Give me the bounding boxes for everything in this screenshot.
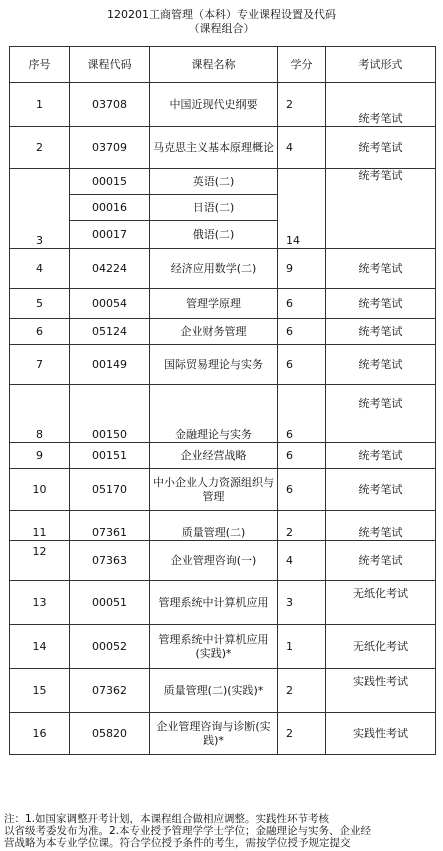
row-no: 7 — [10, 345, 70, 385]
row-code: 00149 — [70, 345, 150, 385]
row-no: 15 — [10, 669, 70, 713]
row-code: 04224 — [70, 249, 150, 289]
row-code: 05170 — [70, 469, 150, 511]
row-code: 00151 — [70, 443, 150, 469]
row-exam: 实践性考试 — [326, 669, 436, 713]
row-no: 2 — [10, 127, 70, 169]
row-exam: 统考笔试 — [326, 541, 436, 581]
row-name: 英语(二) — [150, 169, 278, 195]
title-line: 120201工商管理（本科）专业课程设置及代码 — [107, 8, 336, 21]
table-row — [10, 669, 436, 713]
row-exam: 统考笔试 — [326, 289, 436, 319]
row-code: 00052 — [70, 625, 150, 669]
row-no: 6 — [10, 319, 70, 345]
row-code: 00054 — [70, 289, 150, 319]
footnote-line: 注：1.如国家调整开考计划，本课程组合做相应调整。实践性环节考核 — [4, 813, 330, 825]
row-credit: 6 — [278, 319, 326, 345]
row-name: 质量管理(二) — [150, 511, 278, 541]
row-exam: 统考笔试 — [326, 443, 436, 469]
row-exam: 无纸化考试 — [326, 581, 436, 625]
row-exam: 实践性考试 — [326, 713, 436, 755]
row-name: 企业管理咨询与诊断(实践)* — [150, 713, 278, 755]
footnote-line: 营战略为本专业学位课。符合学位授予条件的考生，需按学位授予规定提交 — [4, 837, 351, 849]
footnote-line: 以省级考委发布为准。2.本专业授予管理学学士学位；金融理论与实务、企业经 — [4, 825, 372, 837]
row-exam: 统考笔试 — [326, 345, 436, 385]
row-name: 日语(二) — [150, 195, 278, 221]
table-row — [10, 541, 436, 581]
table-row — [10, 443, 436, 469]
row-name: 中小企业人力资源组织与管理 — [150, 469, 278, 511]
row-no: 5 — [10, 289, 70, 319]
row-name: 俄语(二) — [150, 221, 278, 249]
header-name: 课程名称 — [150, 47, 278, 83]
row-exam: 统考笔试 — [326, 249, 436, 289]
table-header-row — [10, 47, 436, 83]
table-row — [10, 319, 436, 345]
row-credit: 6 — [278, 443, 326, 469]
row-code: 05124 — [70, 319, 150, 345]
row-credit: 2 — [278, 83, 326, 127]
course-table — [9, 46, 436, 755]
table-row — [10, 385, 436, 443]
row-name: 质量管理(二)(实践)* — [150, 669, 278, 713]
row-code: 07362 — [70, 669, 150, 713]
table-row — [10, 83, 436, 127]
row-name: 国际贸易理论与实务 — [150, 345, 278, 385]
row-no: 4 — [10, 249, 70, 289]
row-name: 马克思主义基本原理概论 — [150, 127, 278, 169]
row-exam: 统考笔试 — [326, 83, 436, 127]
row-credit: 2 — [278, 669, 326, 713]
table-row — [10, 625, 436, 669]
row-credit: 3 — [278, 581, 326, 625]
row-name: 管理学原理 — [150, 289, 278, 319]
row-credit: 14 — [278, 169, 326, 249]
row-code: 03708 — [70, 83, 150, 127]
row-no: 8 — [10, 385, 70, 443]
header-no: 序号 — [10, 47, 70, 83]
row-credit: 4 — [278, 541, 326, 581]
row-exam: 统考笔试 — [326, 169, 436, 249]
row-exam: 统考笔试 — [326, 511, 436, 541]
page-title — [0, 8, 443, 36]
row-no: 16 — [10, 713, 70, 755]
row-name: 金融理论与实务 — [150, 385, 278, 443]
row-name: 经济应用数学(二) — [150, 249, 278, 289]
table-row — [10, 581, 436, 625]
subtitle-line: （课程组合） — [188, 22, 255, 35]
row-name: 企业经营战略 — [150, 443, 278, 469]
row-credit: 1 — [278, 625, 326, 669]
row-credit: 2 — [278, 713, 326, 755]
row-name: 管理系统中计算机应用(实践)* — [150, 625, 278, 669]
row-code: 03709 — [70, 127, 150, 169]
row-credit: 6 — [278, 469, 326, 511]
row-code: 07363 — [70, 541, 150, 581]
row-name: 企业财务管理 — [150, 319, 278, 345]
table-row — [10, 169, 436, 195]
row-exam: 统考笔试 — [326, 385, 436, 443]
row-no: 1 — [10, 83, 70, 127]
table-row — [10, 345, 436, 385]
row-no: 3 — [10, 169, 70, 249]
table-row — [10, 713, 436, 755]
row-name: 企业管理咨询(一) — [150, 541, 278, 581]
header-credit: 学分 — [278, 47, 326, 83]
row-no: 9 — [10, 443, 70, 469]
row-exam: 统考笔试 — [326, 469, 436, 511]
row-name: 管理系统中计算机应用 — [150, 581, 278, 625]
row-name: 中国近现代史纲要 — [150, 83, 278, 127]
table-row — [10, 511, 436, 541]
row-no: 14 — [10, 625, 70, 669]
footnote — [4, 813, 440, 849]
row-code: 07361 — [70, 511, 150, 541]
row-code: 00016 — [70, 195, 150, 221]
row-code: 00015 — [70, 169, 150, 195]
table-row — [10, 127, 436, 169]
row-credit: 4 — [278, 127, 326, 169]
table-row — [10, 469, 436, 511]
row-credit: 9 — [278, 249, 326, 289]
row-code: 00150 — [70, 385, 150, 443]
header-code: 课程代码 — [70, 47, 150, 83]
table-row — [10, 289, 436, 319]
row-credit: 2 — [278, 511, 326, 541]
row-code: 00017 — [70, 221, 150, 249]
row-credit: 6 — [278, 345, 326, 385]
row-credit: 6 — [278, 289, 326, 319]
row-exam: 统考笔试 — [326, 127, 436, 169]
row-code: 00051 — [70, 581, 150, 625]
row-no: 12 — [10, 541, 70, 581]
row-no: 11 — [10, 511, 70, 541]
row-no: 10 — [10, 469, 70, 511]
row-exam: 统考笔试 — [326, 319, 436, 345]
row-credit: 6 — [278, 385, 326, 443]
table-row — [10, 249, 436, 289]
header-exam: 考试形式 — [326, 47, 436, 83]
row-no: 13 — [10, 581, 70, 625]
row-exam: 无纸化考试 — [326, 625, 436, 669]
row-code: 05820 — [70, 713, 150, 755]
